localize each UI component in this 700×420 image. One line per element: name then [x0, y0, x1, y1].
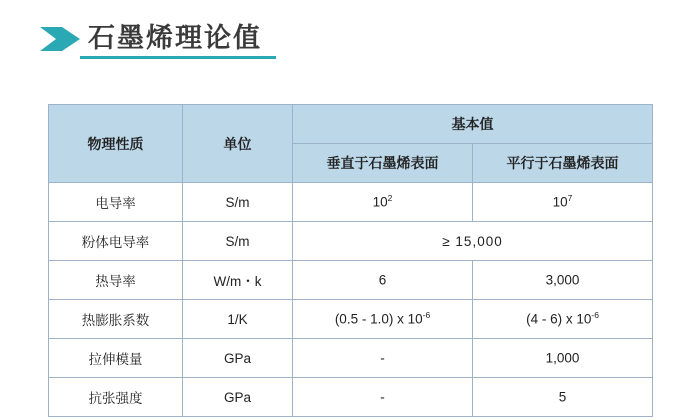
chevron-right-arrow-icon — [40, 21, 80, 57]
cell-value-merged: ≥ 15,000 — [293, 222, 653, 261]
value-base: 5 — [558, 389, 567, 405]
cell-parallel — [473, 339, 653, 378]
cell-perpendicular — [293, 183, 473, 222]
table-row — [49, 339, 653, 378]
value-exponent: -6 — [591, 310, 599, 321]
spec-table — [48, 104, 653, 417]
value-base: 10 — [552, 194, 568, 210]
cell-property: 粉体电导率 — [49, 222, 183, 261]
cell-unit: GPa — [183, 339, 293, 378]
value-base: (0.5 - 1.0) x 10 — [334, 311, 423, 327]
value-base: - — [380, 350, 385, 366]
header-basic-value: 基本值 — [293, 105, 653, 144]
value-exponent: -6 — [422, 310, 431, 321]
cell-unit: W/m・k — [183, 261, 293, 300]
header-perpendicular: 垂直于石墨烯表面 — [293, 144, 473, 183]
cell-perpendicular — [293, 261, 473, 300]
cell-unit: GPa — [183, 378, 293, 417]
spec-table-wrapper — [48, 104, 652, 417]
table-row — [49, 183, 653, 222]
cell-parallel — [473, 378, 653, 417]
cell-property: 热导率 — [49, 261, 183, 300]
cell-property: 抗张强度 — [49, 378, 183, 417]
cell-parallel — [473, 183, 653, 222]
cell-property: 热膨胀系数 — [49, 300, 183, 339]
table-row — [49, 300, 653, 339]
value-exponent: 2 — [387, 193, 393, 204]
page-title: 石墨烯理论值 — [88, 22, 262, 53]
cell-unit: S/m — [183, 183, 293, 222]
value-base: (4 - 6) x 10 — [526, 311, 592, 327]
table-row — [49, 222, 653, 261]
value-base: 1,000 — [545, 350, 580, 366]
cell-property: 电导率 — [49, 183, 183, 222]
value-base: 6 — [378, 272, 387, 288]
page-title-underline — [80, 20, 276, 59]
table-row — [49, 261, 653, 300]
table-header-row-1 — [49, 105, 653, 144]
value-base: - — [380, 389, 385, 405]
table-row — [49, 378, 653, 417]
cell-unit: S/m — [183, 222, 293, 261]
value-base: 3,000 — [545, 272, 580, 288]
cell-parallel — [473, 300, 653, 339]
cell-property: 拉伸模量 — [49, 339, 183, 378]
page-header — [40, 16, 276, 62]
cell-perpendicular — [293, 300, 473, 339]
header-property: 物理性质 — [49, 105, 183, 183]
cell-unit: 1/K — [183, 300, 293, 339]
value-exponent: 7 — [567, 193, 573, 204]
cell-perpendicular — [293, 339, 473, 378]
header-unit: 单位 — [183, 105, 293, 183]
value-base: 10 — [372, 194, 388, 210]
header-parallel: 平行于石墨烯表面 — [473, 144, 653, 183]
cell-parallel — [473, 261, 653, 300]
cell-perpendicular — [293, 378, 473, 417]
